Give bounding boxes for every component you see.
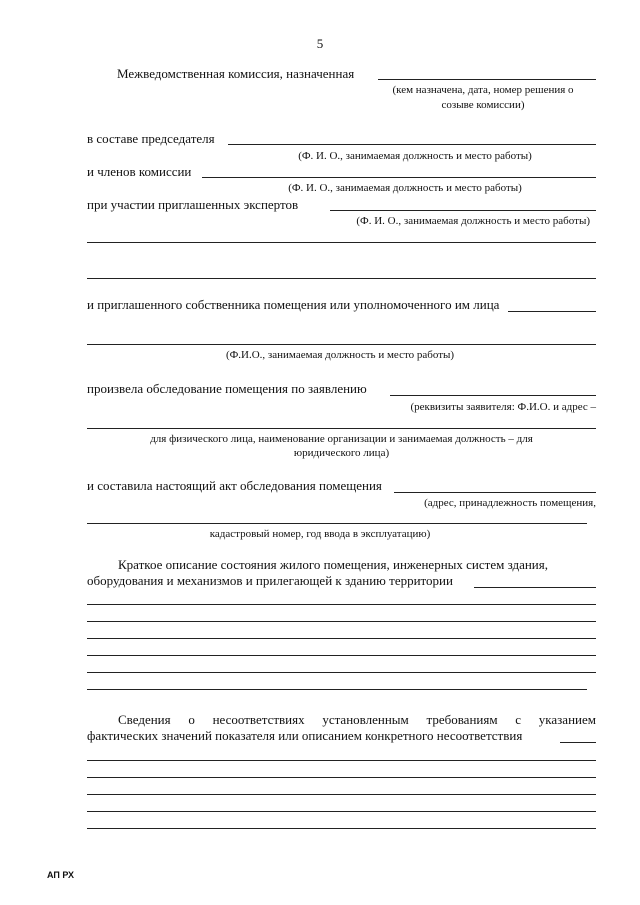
members-hint: (Ф. И. О., занимаемая должность и место работы) (288, 182, 522, 194)
experts-field-line (330, 210, 596, 211)
act-field-line-2 (87, 523, 587, 524)
inspection-hint-2: для физического лица, наименование организации и занимаемая должность – для (150, 433, 533, 445)
commission-hint-2: созыве комиссии) (441, 99, 525, 111)
owner-label: и приглашенного собственника помещения или уполномоченного им лица (87, 297, 500, 312)
footer-code: АП РХ (47, 870, 75, 880)
description-field-line-0 (474, 587, 596, 588)
description-field-line-4 (87, 655, 596, 656)
description-field-line-2 (87, 621, 596, 622)
inspection-field-line-1 (390, 395, 596, 396)
description-field-line-5 (87, 672, 596, 673)
discrepancy-field-line-0 (560, 742, 596, 743)
discrepancy-field-line-3 (87, 794, 596, 795)
discrepancy-field-line-1 (87, 760, 596, 761)
discrepancy-field-line-4 (87, 811, 596, 812)
page-number: 5 (316, 36, 324, 51)
members-label: и членов комиссии (87, 164, 192, 179)
experts-extra-line-2 (87, 278, 596, 279)
act-hint-1: (адрес, принадлежность помещения, (424, 497, 596, 509)
discrepancy-line-2: фактических значений показателя или описанием конкретного несоответствия (87, 728, 523, 743)
inspection-label: произвела обследование помещения по заявлению (87, 381, 367, 396)
act-hint-2: кадастровый номер, год ввода в эксплуатацию) (209, 528, 431, 540)
inspection-hint-3: юридического лица) (293, 447, 390, 459)
experts-hint: (Ф. И. О., занимаемая должность и место работы) (356, 215, 590, 227)
owner-field-line-1 (508, 311, 596, 312)
owner-hint: (Ф.И.О., занимаемая должность и место работы) (225, 349, 455, 361)
act-label: и составила настоящий акт обследования помещения (87, 478, 382, 493)
discrepancy-line-1: Сведения о несоответствиях установленным требованиям с указанием (118, 712, 596, 727)
description-field-line-6 (87, 689, 587, 690)
commission-hint-1: (кем назначена, дата, номер решения о (392, 84, 574, 96)
inspection-hint-1: (реквизиты заявителя: Ф.И.О. и адрес – (410, 401, 596, 413)
commission-field-line (378, 79, 596, 80)
description-field-line-3 (87, 638, 596, 639)
chairman-label: в составе председателя (87, 131, 215, 146)
discrepancy-field-line-2 (87, 777, 596, 778)
experts-extra-line-1 (87, 242, 596, 243)
description-field-line-1 (87, 604, 596, 605)
members-field-line (202, 177, 596, 178)
chairman-field-line (228, 144, 596, 145)
act-field-line-1 (394, 492, 596, 493)
commission-label: Межведомственная комиссия, назначенная (117, 66, 355, 81)
chairman-hint: (Ф. И. О., занимаемая должность и место работы) (298, 150, 532, 162)
description-line-1: Краткое описание состояния жилого помещения, инженерных систем здания, (118, 557, 548, 572)
description-line-2: оборудования и механизмов и прилегающей к зданию территории (87, 573, 453, 588)
discrepancy-field-line-5 (87, 828, 596, 829)
experts-label: при участии приглашенных экспертов (87, 197, 299, 212)
inspection-field-line-2 (87, 428, 596, 429)
owner-field-line-2 (87, 344, 596, 345)
